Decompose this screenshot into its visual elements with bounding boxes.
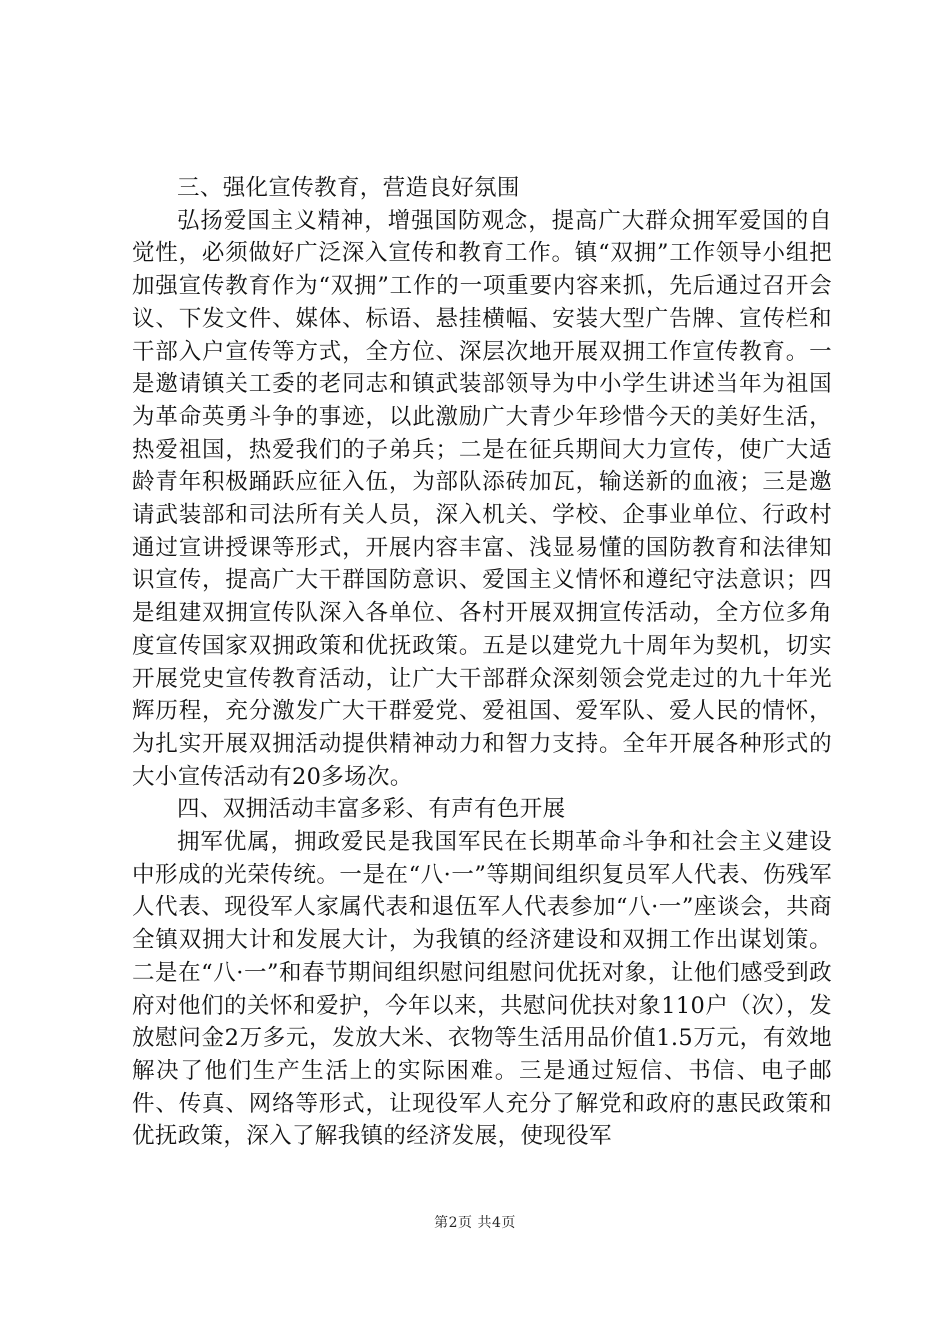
body-paragraph: 弘扬爱国主义精神，增强国防观念，提高广大群众拥军爱国的自觉性，必须做好广泛深入宣传和教育工作。镇“双拥”工作领导小组把加强宣传教育作为“双拥”工作的一项重要内容来抓，先后通过召开会议、下发文件、媒体、标语、悬挂横幅、安装大型广告牌、宣传栏和干部入户宣传等方式，全方位、深层次地开展双拥工作宣传教育。一是邀请镇关工委的老同志和镇武装部领导为中小学生讲述当年为祖国为革命英勇斗争的事迹，以此激励广大青少年珍惜今天的美好生活，热爱祖国，热爱我们的子弟兵；二是在征兵期间大力宣传，使广大适龄青年积极踊跃应征入伍，为部队添砖加瓦，输送新的血液；三是邀请武装部和司法所有关人员，深入机关、学校、企事业单位、行政村通过宣讲授课等形式，开展内容丰富、浅显易懂的国防教育和法律知识宣传，提高广大干群国防意识、爱国主义情怀和遵纪守法意识；四是组建双拥宣传队深入各单位、各村开展双拥宣传活动，全方位多角度宣传国家双拥政策和优抚政策。五是以建党九十周年为契机，切实开展党史宣传教育活动，让广大干部群众深刻领会党走过的九十年光辉历程，充分激发广大干群爱党、爱祖国、爱军队、爱人民的情怀，为扎实开展双拥活动提供精神动力和智力支持。全年开展各种形式的大小宣传活动有20多场次。	[132, 207, 832, 790]
section-heading-4: 四、双拥活动丰富多彩、有声有色开展	[177, 796, 566, 823]
page-number-footer: 第2页 共4页	[434, 1215, 516, 1231]
body-paragraph: 拥军优属，拥政爱民是我国军民在长期革命斗争和社会主义建设中形成的光荣传统。一是在“八·一”等期间组织复员军人代表、伤残军人代表、现役军人家属代表和退伍军人代表参加“八·一”座谈会，共商全镇双拥大计和发展大计，为我镇的经济建设和双拥工作出谋划策。二是在“八·一”和春节期间组织慰问组慰问优抚对象，让他们感受到政府对他们的关怀和爱护，今年以来，共慰问优扶对象110户（次），发放慰问金2万多元，发放大米、衣物等生活用品价值1.5万元，有效地解决了他们生产生活上的实际困难。三是通过短信、书信、电子邮件、传真、网络等形式，让现役军人充分了解党和政府的惠民政策和优抚政策，深入了解我镇的经济发展，使现役军	[132, 829, 832, 1150]
section-heading-3: 三、强化宣传教育，营造良好氛围	[177, 175, 520, 201]
document-body	[132, 172, 832, 1153]
